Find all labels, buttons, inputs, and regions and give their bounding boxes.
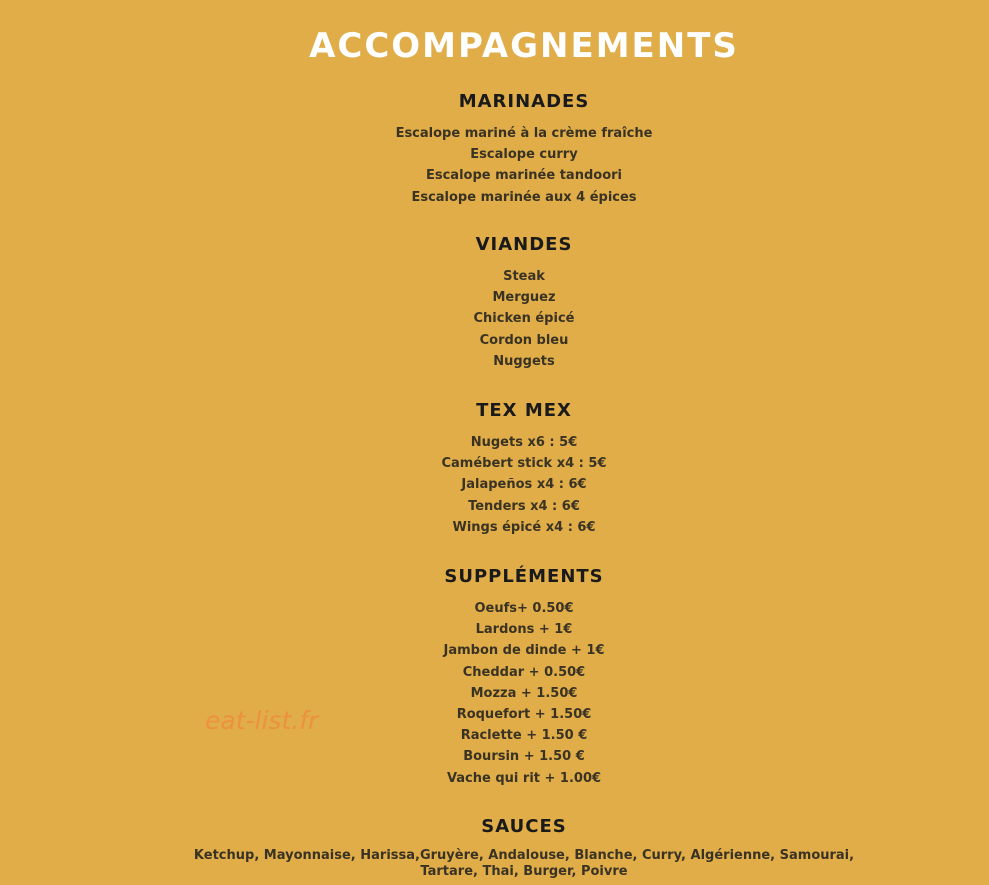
list-item: Nugets x6 : 5€	[470, 435, 578, 450]
section-supplements	[0, 566, 989, 789]
list-item: Vache qui rit + 1.00€	[446, 770, 602, 786]
list-item: Oeufs+ 0.50€	[474, 601, 574, 616]
section-marinades	[0, 91, 989, 208]
list-item: Cordon bleu	[479, 332, 569, 348]
list-item: Escalope curry	[470, 147, 578, 163]
list-item: Raclette + 1.50 €	[460, 728, 588, 744]
list-item: Wings épicé x4 : 6€	[452, 519, 596, 535]
list-viandes	[0, 266, 989, 372]
section-title-supplements: SUPPLÉMENTS	[444, 566, 604, 587]
list-item: Mozza + 1.50€	[470, 685, 578, 701]
list-item: Escalope marinée tandoori	[425, 168, 622, 184]
list-item: Escalope marinée aux 4 épices	[411, 189, 637, 205]
section-tex-mex	[0, 400, 989, 538]
page-title: ACCOMPAGNEMENTS	[309, 26, 739, 66]
list-item: Jalapeños x4 : 6€	[461, 477, 587, 493]
list-item: Jambon de dinde + 1€	[443, 643, 605, 659]
list-tex-mex	[0, 432, 989, 538]
list-item: Chicken épicé	[473, 311, 575, 327]
list-item: Cheddar + 0.50€	[462, 664, 586, 680]
section-title-marinades: MARINADES	[458, 91, 590, 112]
section-sauces	[0, 816, 989, 879]
list-item: Steak	[503, 269, 545, 284]
list-item: Nuggets	[493, 353, 555, 369]
sauces-list-text: Ketchup, Mayonnaise, Harissa,Gruyère, Andalouse, Blanche, Curry, Algérienne, Samourai, Tartare, Thai, Burger, Poivre	[193, 848, 855, 879]
section-title-tex-mex: TEX MEX	[476, 400, 572, 421]
list-item: Camébert stick x4 : 5€	[441, 456, 607, 472]
section-title-sauces: SAUCES	[481, 816, 567, 837]
watermark: eat-list.fr	[205, 706, 319, 735]
list-item: Merguez	[492, 290, 556, 306]
list-item: Roquefort + 1.50€	[456, 707, 592, 723]
list-supplements	[0, 598, 989, 789]
list-item: Tenders x4 : 6€	[468, 498, 580, 514]
section-title-viandes: VIANDES	[475, 234, 573, 255]
section-viandes	[0, 234, 989, 372]
list-item: Lardons + 1€	[475, 622, 573, 638]
list-item: Boursin + 1.50 €	[463, 749, 585, 765]
list-item: Escalope mariné à la crème fraîche	[395, 126, 653, 141]
list-marinades	[0, 123, 989, 208]
